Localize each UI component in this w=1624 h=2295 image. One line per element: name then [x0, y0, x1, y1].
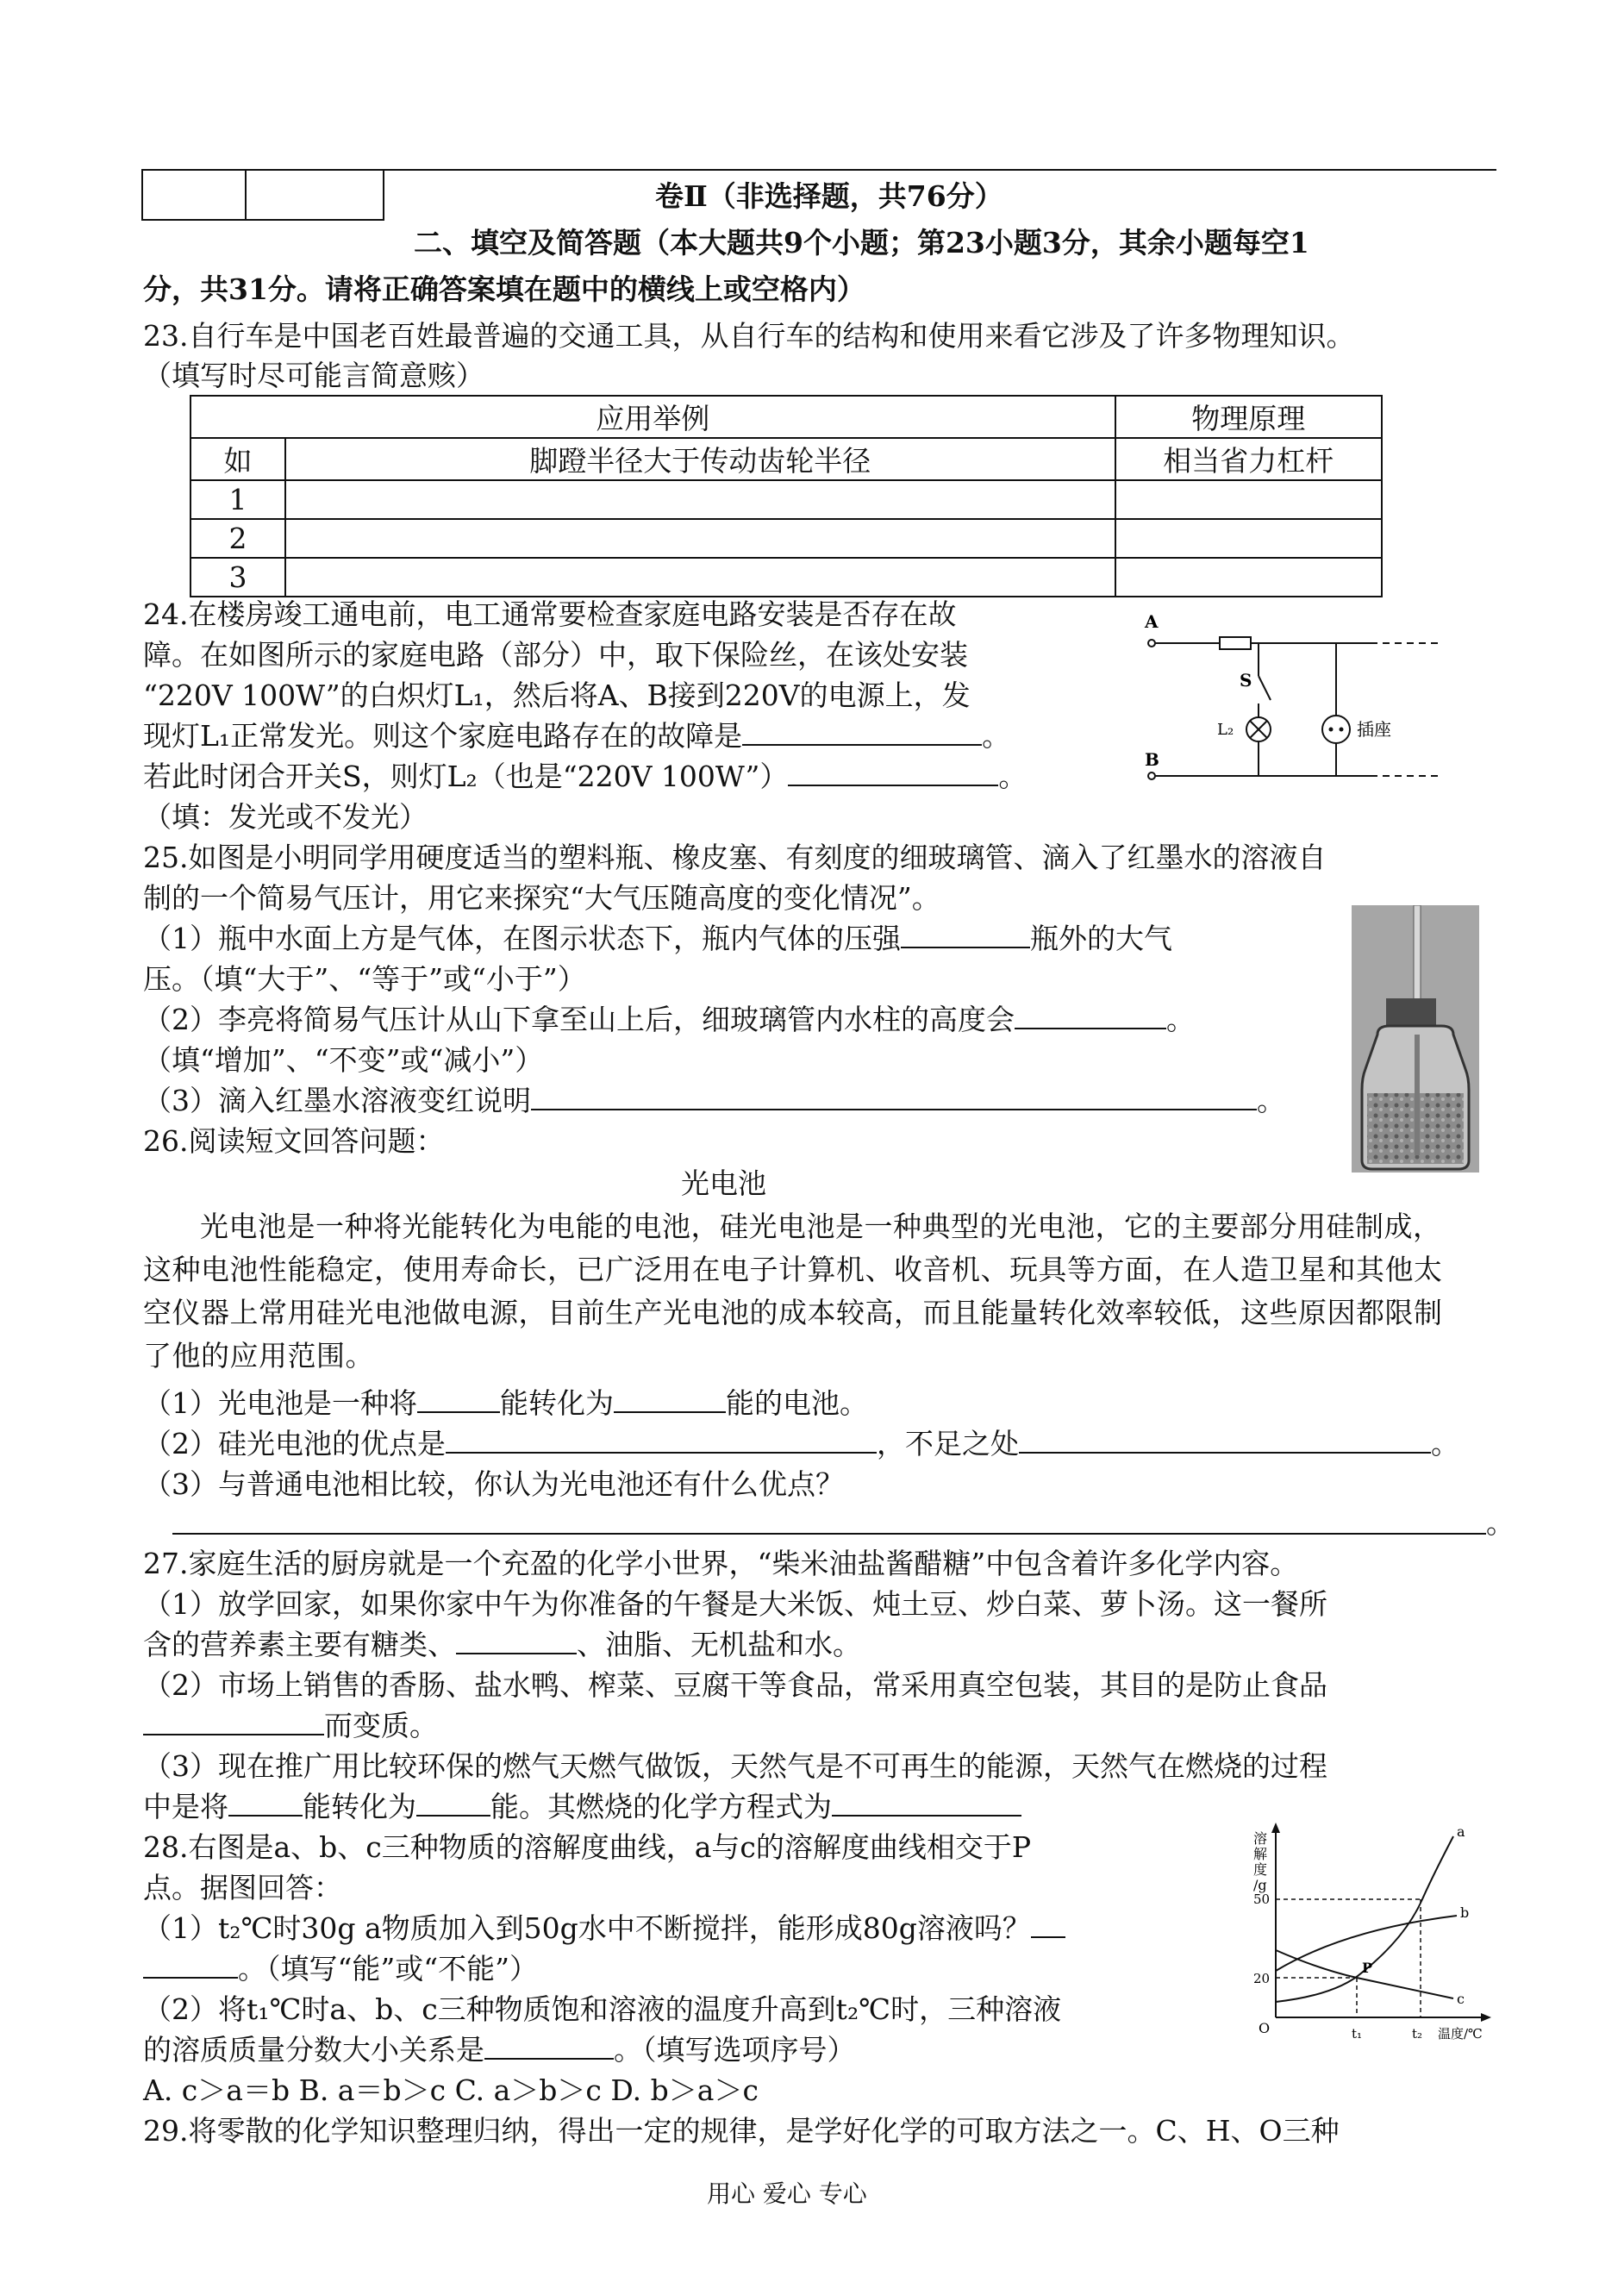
y-label: /g — [1253, 1877, 1267, 1893]
terminal-b — [1148, 772, 1155, 779]
q24-text: 若此时闭合开关S，则灯L₂（也是“220V 100W”） — [143, 760, 789, 793]
q26-text: 能的电池。 — [726, 1386, 868, 1420]
q24-text: 。 — [982, 719, 1011, 753]
label-b: B — [1145, 749, 1159, 770]
x-label: 温度/℃ — [1438, 2026, 1483, 2042]
table-row — [191, 438, 1382, 480]
q24-line1: 24.在楼房竣工通电前，电工通常要检查家庭电路安装是否存在故 — [143, 597, 957, 631]
q25-part2-cont: （填“增加”、“不变”或“减小”） — [143, 1043, 544, 1077]
y-label: 溶 — [1253, 1830, 1268, 1847]
section-heading-line2: 分，共31分。请将正确答案填在题中的横线上或空格内） — [143, 272, 865, 306]
q27-equation-blank[interactable] — [832, 1787, 1021, 1817]
q27-text: 能。其燃烧的化学方程式为 — [490, 1790, 832, 1823]
x-tick-t1: t₁ — [1352, 2026, 1363, 2042]
q26-part3: （3）与普通电池相比较，你认为光电池还有什么优点？ — [143, 1467, 844, 1501]
row-no: 2 — [191, 519, 285, 558]
socket-icon — [1340, 728, 1344, 732]
q28-text: 。（填写“能”或“不能”） — [238, 1952, 538, 1985]
table-header-row — [191, 396, 1382, 438]
header-example: 应用举例 — [191, 396, 1115, 438]
table-row[interactable] — [191, 558, 1382, 597]
q26-advantage-blank[interactable] — [446, 1424, 877, 1454]
row-principle-answer[interactable] — [1115, 480, 1383, 519]
q27-text: 能转化为 — [303, 1790, 416, 1823]
q27-packaging-blank[interactable] — [143, 1706, 324, 1735]
circuit-diagram — [1138, 603, 1448, 802]
header-principle: 物理原理 — [1115, 396, 1383, 438]
y-axis-arrow-icon — [1271, 1823, 1280, 1833]
q26-energy2-blank[interactable] — [614, 1384, 726, 1413]
q24-fault-blank[interactable] — [742, 716, 982, 746]
q24-line6: （填：发光或不发光） — [143, 800, 428, 834]
solubility-graph — [1241, 1817, 1500, 2050]
q27-part2-cont — [143, 1706, 438, 1746]
tube-inside-bottle — [1415, 1035, 1420, 1155]
q25-text: （2）李亮将简易气压计从山下拿至山上后，细玻璃管内水柱的高度会 — [143, 1003, 1015, 1036]
q27-line1: 27.家庭生活的厨房就是一个充盈的化学小世界，“柴米油盐酱醋糖”中包含着许多化学内容。 — [143, 1547, 1299, 1580]
q25-part1 — [143, 919, 1172, 959]
row-principle-answer[interactable] — [1115, 558, 1383, 597]
q23-table — [190, 395, 1383, 597]
score-box — [141, 171, 384, 221]
row-example: 脚蹬半径大于传动齿轮半径 — [285, 438, 1115, 480]
q28-part2: （2）将t₁℃时a、b、c三种物质饱和溶液的温度升高到t₂℃时，三种溶液 — [143, 1992, 1062, 2026]
score-box-divider — [245, 171, 247, 219]
row-no: 1 — [191, 480, 285, 519]
page-footer: 用心 爱心 专心 — [707, 2179, 867, 2208]
q27-nutrient-blank[interactable] — [456, 1625, 577, 1654]
q25-height-blank[interactable] — [1015, 1000, 1166, 1029]
row-example-answer[interactable] — [285, 558, 1115, 597]
q27-part3: （3）现在推广用比较环保的燃气天燃气做饭，天然气是不可再生的能源，天然气在燃烧的过程 — [143, 1749, 1327, 1783]
q27-text: 含的营养素主要有糖类、 — [143, 1628, 456, 1661]
passage-text: 光电池是一种将光能转化为电能的电池，硅光电池是一种典型的光电池，它的主要部分用硅制成，这种电池性能稳定，使用寿命长，已广泛用在电子计算机、收音机、玩具等方面，在人造卫星和其他太空仪器上常用硅光电池做电源，目前生产光电池的成本较高，而且能量转化效率较低，这些原因都限制了他的应用范围。 — [143, 1210, 1443, 1373]
row-principle: 相当省力杠杆 — [1115, 438, 1383, 480]
q24-line3: “220V 100W”的白炽灯L₁，然后将A、B接到220V的电源上，发 — [143, 678, 971, 712]
q24-line5 — [143, 757, 1027, 797]
origin-label: O — [1259, 2020, 1271, 2036]
q25-part1-cont: 压。（填“大于”、“等于”或“小于”） — [143, 962, 586, 996]
row-no: 如 — [191, 438, 285, 480]
q27-part2: （2）市场上销售的香肠、盐水鸭、榨菜、豆腐干等食品，常采用真空包装，其目的是防止食品 — [143, 1668, 1327, 1702]
q25-line1: 25.如图是小明同学用硬度适当的塑料瓶、橡皮塞、有刻度的细玻璃管、滴入了红墨水的溶液自 — [143, 841, 1327, 874]
socket-icon — [1329, 728, 1334, 732]
q24-line2: 障。在如图所示的家庭电路（部分）中，取下保险丝，在该处安装 — [143, 638, 968, 672]
row-example-answer[interactable] — [285, 480, 1115, 519]
label-socket: 插座 — [1357, 719, 1391, 740]
q26-text: 。 — [1431, 1427, 1459, 1460]
q23-line1: 23.自行车是中国老百姓最普遍的交通工具，从自行车的结构和使用来看它涉及了许多物理知识。 — [143, 319, 1355, 353]
q26-text: （1）光电池是一种将 — [143, 1386, 417, 1420]
q26-part3-end: 。 — [1486, 1506, 1515, 1540]
passage-title: 光电池 — [681, 1166, 766, 1200]
q28-text: 。（填写选项序号） — [614, 2033, 856, 2067]
row-example-answer[interactable] — [285, 519, 1115, 558]
q28-part1 — [143, 1909, 1065, 1948]
curve-a — [1276, 1836, 1453, 2002]
q24-text: 现灯L₁正常发光。则这个家庭电路存在的故障是 — [143, 719, 743, 753]
q23-line2: （填写时尽可能言简意赅） — [143, 359, 484, 392]
label-l2: L₂ — [1217, 721, 1234, 739]
label-a: A — [1145, 611, 1159, 632]
q25-text: 瓶外的大气 — [1030, 922, 1172, 955]
q25-text: 。 — [1257, 1084, 1285, 1117]
q25-text: （3）滴入红墨水溶液变红说明 — [143, 1084, 531, 1117]
y-tick-20: 20 — [1253, 1971, 1271, 1986]
q26-text: 能转化为 — [500, 1386, 614, 1420]
row-principle-answer[interactable] — [1115, 519, 1383, 558]
q27-energy1-blank[interactable] — [228, 1787, 303, 1817]
q28-answer-blank-a[interactable] — [1031, 1909, 1065, 1938]
q28-part2-cont — [143, 2030, 856, 2070]
row-no: 3 — [191, 558, 285, 597]
q28-relation-blank[interactable] — [484, 2030, 614, 2060]
fuse-icon — [1220, 637, 1251, 649]
table-row[interactable] — [191, 480, 1382, 519]
q28-options[interactable]: A. c＞a＝b B. a＝b＞c C. a＞b＞c D. b＞a＞c — [143, 2073, 759, 2107]
q28-line1: 28.右图是a、b、c三种物质的溶解度曲线，a与c的溶解度曲线相交于P — [143, 1830, 1032, 1864]
curve-b-label: b — [1460, 1904, 1470, 1921]
y-label: 度 — [1253, 1861, 1268, 1878]
q25-text: （1）瓶中水面上方是气体，在图示状态下，瓶内气体的压强 — [143, 922, 901, 955]
q27-energy2-blank[interactable] — [416, 1787, 490, 1817]
curve-a-label: a — [1457, 1823, 1465, 1840]
q26-text: ，不足之处 — [877, 1427, 1019, 1460]
switch-icon — [1259, 676, 1271, 700]
q28-answer-blank-b[interactable] — [143, 1949, 238, 1979]
q26-answer-line[interactable] — [172, 1533, 1486, 1535]
q29-line1: 29.将零散的化学知识整理归纳，得出一定的规律，是学好化学的可取方法之一。C、H、O三种 — [143, 2114, 1340, 2148]
label-s: S — [1240, 670, 1252, 691]
q28-text: 的溶质质量分数大小关系是 — [143, 2033, 484, 2067]
q25-part3 — [143, 1081, 1285, 1121]
barometer-photo — [1352, 905, 1479, 1173]
q26-part2 — [143, 1424, 1459, 1464]
q27-text: 、油脂、无机盐和水。 — [577, 1628, 861, 1661]
q27-part1-cont — [143, 1625, 861, 1665]
q24-lamp-blank[interactable] — [788, 757, 998, 786]
q28-part1-cont — [143, 1949, 538, 1989]
table-row[interactable] — [191, 519, 1382, 558]
socket-icon — [1322, 716, 1350, 743]
part-title: 卷Ⅱ（非选择题，共76分） — [655, 179, 1003, 213]
q26-energy1-blank[interactable] — [417, 1384, 500, 1413]
q26-part1 — [143, 1384, 868, 1423]
q28-line2: 点。据图回答： — [143, 1871, 342, 1904]
curve-c-label: c — [1457, 1991, 1465, 2007]
q26-text: （2）硅光电池的优点是 — [143, 1427, 446, 1460]
terminal-a — [1148, 640, 1155, 647]
q25-pressure-blank[interactable] — [901, 919, 1030, 948]
q25-text: 。 — [1166, 1003, 1195, 1036]
q27-text: 中是将 — [143, 1790, 228, 1823]
x-tick-t2: t₂ — [1412, 2026, 1423, 2042]
section-heading-line1: 二、填空及简答题（本大题共9个小题；第23小题3分，其余小题每空1 — [414, 226, 1309, 260]
q25-reason-blank[interactable] — [531, 1081, 1257, 1110]
q24-text: 。 — [998, 760, 1027, 793]
y-tick-50: 50 — [1253, 1892, 1271, 1907]
y-label: 解 — [1253, 1846, 1268, 1862]
q27-text: 而变质。 — [324, 1709, 438, 1742]
q25-line2: 制的一个简易气压计，用它来探究“大气压随高度的变化情况”。 — [143, 881, 940, 915]
q26-line1: 26.阅读短文回答问题： — [143, 1124, 445, 1158]
q26-drawback-blank[interactable] — [1019, 1424, 1431, 1454]
x-axis-arrow-icon — [1481, 2013, 1491, 2022]
q28-text: （1）t₂℃时30g a物质加入到50g水中不断搅拌，能形成80g溶液吗？ — [143, 1911, 1031, 1945]
q25-part2 — [143, 1000, 1195, 1040]
q27-part3-cont — [143, 1787, 1021, 1827]
q24-line4 — [143, 716, 1010, 756]
q27-part1: （1）放学回家，如果你家中午为你准备的午餐是大米饭、炖土豆、炒白菜、萝卜汤。这一餐所 — [143, 1587, 1327, 1621]
point-p-label: P — [1362, 1960, 1373, 1976]
